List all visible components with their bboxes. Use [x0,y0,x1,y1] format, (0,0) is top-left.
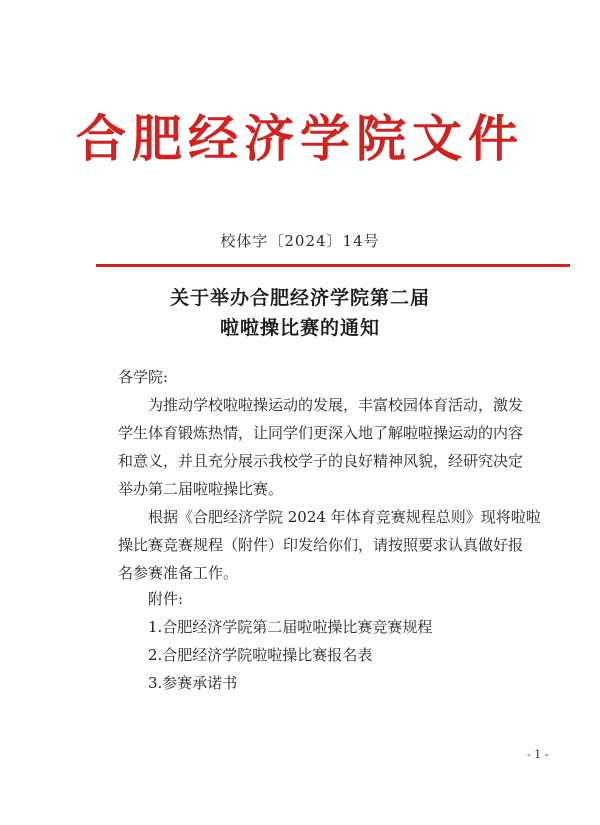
attachment-item: 1.合肥经济学院第二届啦啦操比赛竞赛规程 [148,618,433,636]
notice-title-line-2: 啦啦操比赛的通知 [219,317,380,339]
red-divider-line [96,264,570,267]
paragraph2-line: 名参赛准备工作。 [118,564,239,582]
attachment-item: 2.合肥经济学院啦啦操比赛报名表 [148,646,373,664]
paragraph2-line: 操比赛竞赛规程（附件）印发给你们，请按照要求认真做好报 [118,536,524,554]
attachments-label: 附件: [148,590,184,608]
paragraph1-line: 学生体育锻炼热情，让同学们更深入地了解啦啦操运动的内容 [118,424,524,442]
paragraph1-line: 举办第二届啦啦操比赛。 [118,480,284,498]
salutation: 各学院: [118,368,169,386]
paragraph2-line: 根据《合肥经济学院 2024 年体育竞赛规程总则》现将啦啦 [148,508,541,526]
page-number: - 1 - [527,748,549,761]
masthead-title: 合肥经济学院文件 [76,109,524,168]
paragraph1-line: 为推动学校啦啦操运动的发展，丰富校园体育活动，激发 [148,396,524,414]
document-number: 校体字〔2024〕14号 [220,232,380,250]
notice-title-line-1: 关于举办合肥经济学院第二届 [169,287,430,309]
attachment-item: 3.参赛承诺书 [148,674,238,692]
paragraph1-line: 和意义，并且充分展示我校学子的良好精神风貌，经研究决定 [118,452,524,470]
